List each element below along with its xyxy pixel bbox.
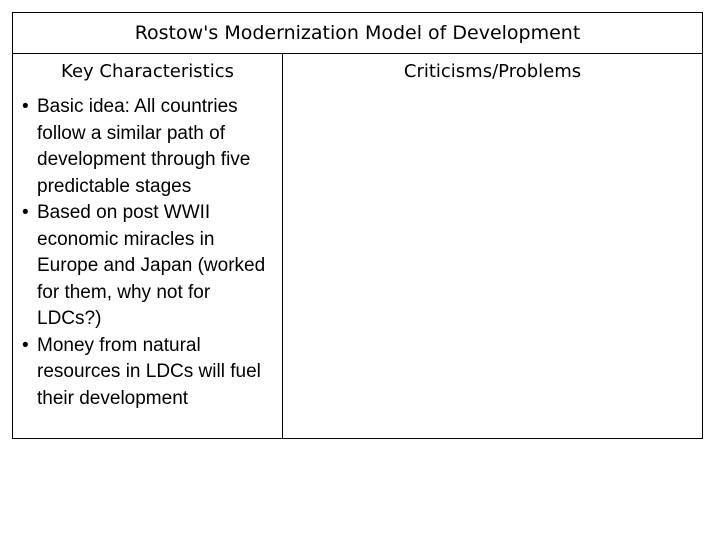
comparison-table — [12, 12, 703, 439]
characteristic-text: Basic idea: All countries follow a similar path of development through five predictable stages — [37, 96, 251, 197]
characteristic-item — [17, 94, 279, 200]
characteristic-item — [17, 200, 279, 333]
table-title: Rostow's Modernization Model of Development — [13, 13, 702, 54]
key-characteristics-list — [17, 94, 279, 412]
header-criticisms-problems: Criticisms/Problems — [403, 61, 582, 82]
characteristic-item — [17, 333, 279, 413]
column-divider — [282, 54, 283, 438]
characteristic-text: Based on post WWII economic miracles in Europe and Japan (worked for them, why not for LDCs?) — [37, 202, 266, 329]
bullet-icon: • — [22, 96, 29, 117]
characteristic-text: Money from natural resources in LDCs will fuel their development — [37, 334, 261, 409]
bullet-icon: • — [22, 334, 29, 356]
bullet-icon: • — [22, 202, 29, 223]
header-key-characteristics: Key Characteristics — [61, 61, 234, 82]
